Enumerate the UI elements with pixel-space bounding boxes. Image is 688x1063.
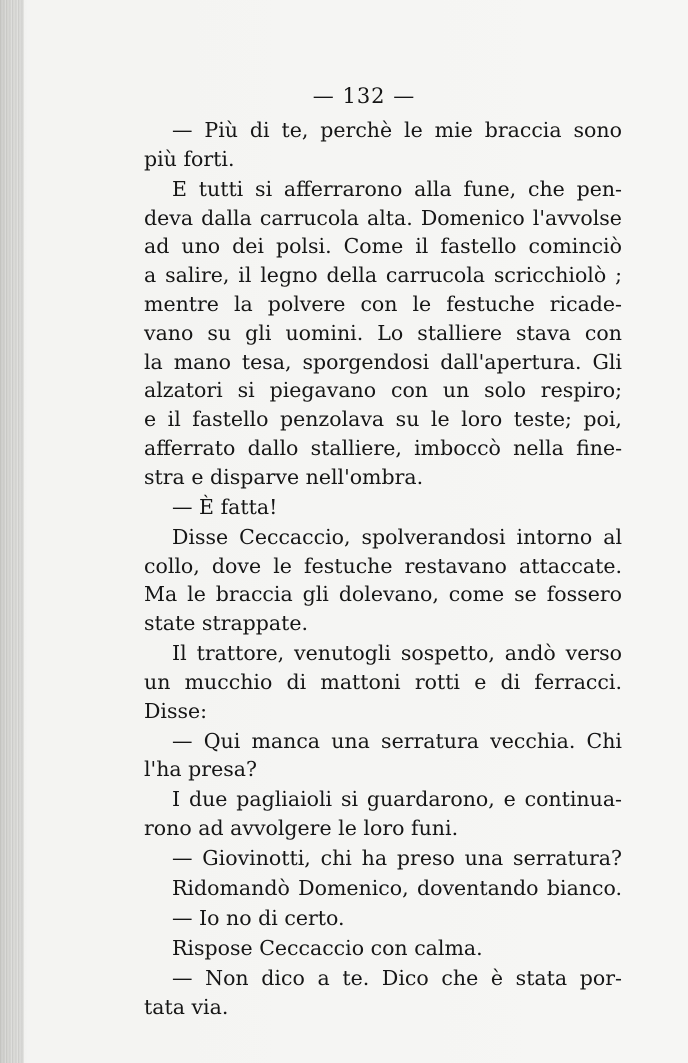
word: spolverandosi [361,524,506,549]
word: legno [260,263,318,288]
word: alzatori [144,378,223,403]
word: no [226,906,252,931]
word: due [188,787,228,812]
word: vecchia. [490,728,576,753]
word: mentre [144,291,219,316]
word: fastello [440,234,517,259]
text-line [144,580,622,609]
word: con [360,291,398,316]
word: che [527,176,565,201]
word: tesa, [241,349,292,374]
word: Più [204,118,238,142]
word: braccia [484,118,562,142]
word: Io [199,906,220,931]
word: attaccate. [519,553,622,578]
word: mattoni [320,669,401,694]
word: presa? [188,757,257,782]
word: il [238,263,252,288]
word: una [464,846,504,871]
word: gli [245,320,272,345]
word: dolevano, [338,582,439,607]
word: che [441,966,479,991]
word: dei [232,234,264,259]
text-line [144,348,622,377]
text-line [144,552,622,581]
word: Chi [586,728,622,753]
word: carrucola [259,205,359,230]
word: le [338,816,357,841]
text-line [144,904,622,933]
word: trattore, [196,641,285,666]
word: Lo [377,320,404,345]
word: festuche [446,291,535,316]
word: loro [461,407,503,432]
text-line [144,727,622,756]
word: Rispose [172,936,253,961]
word: Ma [144,582,178,607]
word: e [191,464,204,489]
text-line [144,405,622,434]
word: di [500,669,521,694]
word: ; [615,263,622,288]
word: state [144,611,196,636]
word: intorno [516,524,593,549]
word: uomini. [285,320,364,345]
word: chi [320,846,352,871]
word: Giovinotti, [202,846,311,871]
page-number: — 132 — [312,84,416,108]
word: le [412,291,432,316]
text-line [144,523,622,552]
word: Disse: [144,698,208,723]
text-line [144,493,622,522]
word: uno [181,234,221,259]
word: le [187,582,206,607]
word: stalliere, [310,435,402,460]
text-line [144,934,622,963]
word: si [255,176,273,201]
word: perchè [320,118,393,142]
word: Ceccaccio, [239,524,351,549]
word: guardarono, [366,787,495,812]
word: verso [565,641,622,666]
text-line [144,993,622,1022]
word: fine- [576,435,622,460]
word: dico [261,966,305,991]
text-line [144,204,622,233]
word: al [603,524,622,549]
word: polvere [267,291,346,316]
word: il [167,407,181,432]
text-line [144,434,622,463]
word: dalla [201,205,252,230]
word: Disse [172,524,229,549]
word: un [144,669,171,694]
text-line [144,116,622,145]
text-line [144,463,622,492]
word: e [144,407,157,432]
word: cominciò [528,234,622,259]
word: l'avvolse [532,205,622,230]
word: certo. [284,906,345,931]
word: venutogli [294,641,391,666]
word: serratura? [513,846,622,871]
word: Non [205,966,249,991]
word: le [430,407,450,432]
word: imboccò [414,435,501,460]
word: la [233,291,253,316]
word: te, [281,118,309,142]
page-binding-edge [0,0,24,1063]
text-line [144,697,622,726]
body-text [144,116,622,1022]
text-line [144,376,622,405]
word: e [503,787,516,812]
text-line [144,319,622,348]
word: con [584,320,622,345]
word: fune, [463,176,517,201]
word: I [172,787,181,812]
word: bianco. [546,876,622,901]
word: te. [342,966,370,991]
word: si [237,378,255,403]
word: mucchio [184,669,273,694]
word: alta. [367,205,413,230]
word: una [331,728,370,753]
word: il [415,234,429,259]
word: — [172,728,193,753]
word: por- [579,966,622,991]
word: continua- [524,787,622,812]
word: stava [516,320,571,345]
word: via. [191,994,229,1019]
word: dall'apertura. [440,349,582,374]
word: a [317,966,330,991]
word: le [404,118,423,142]
word: gli [302,582,329,607]
word: con [370,936,408,961]
word: — [172,494,193,519]
word: l'ha [144,757,182,782]
word: pagliaioli [236,787,333,812]
word: festuche [304,553,393,578]
word: fastello [192,407,269,432]
word: loro [363,816,405,841]
word: deva [144,205,194,230]
word: — [172,846,193,871]
word: della [326,263,378,288]
word: dallo [247,435,299,460]
word: Qui [203,728,241,753]
word: stalliere [417,320,503,345]
word: la [144,349,163,374]
word: si [340,787,359,812]
word: su [395,407,420,432]
word: come [448,582,505,607]
word: mie [434,118,473,142]
text-line [144,785,622,814]
word: penzolava [279,407,385,432]
word: mano [173,349,231,374]
word: andò [504,641,556,666]
text-line [144,668,622,697]
word: rotti [414,669,460,694]
text-line [144,874,622,903]
word: di [249,118,270,142]
word: di [258,906,278,931]
word: respiro; [540,378,622,403]
word: di [286,669,307,694]
word: su [207,320,232,345]
text-line [144,639,622,668]
word: Gli [592,349,622,374]
word: ricade- [549,291,622,316]
word: piegavano [269,378,377,403]
word: polsi. [275,234,332,259]
word: ha [361,846,388,871]
word: E [172,176,187,201]
word: — [172,118,193,142]
word: salire, [165,263,230,288]
word: — [172,906,193,931]
word: fatta! [220,494,278,519]
word: doventando [417,876,539,901]
text-line [144,232,622,261]
word: con [390,378,428,403]
word: afferrato [144,435,236,460]
word: collo, [144,553,200,578]
word: calma. [414,936,483,961]
word: e [474,669,487,694]
word: preso [396,846,455,871]
word: strappate. [201,611,309,636]
word: Domenico, [298,876,409,901]
word: un [442,378,470,403]
word: sporgendosi [302,349,430,374]
text-line [144,609,622,638]
word: più [144,146,177,171]
word: se [514,582,537,607]
word: Domenico [420,205,525,230]
word: serratura [381,728,479,753]
word: È [199,494,215,519]
word: disparve [210,464,300,489]
word: le [273,553,292,578]
word: carrucola [385,263,486,288]
word: Ridomandò [172,876,290,901]
text-line [144,145,622,174]
word: ad [144,234,170,259]
text-line [144,755,622,784]
word: restavano [404,553,507,578]
word: manca [251,728,321,753]
word: funi. [411,816,459,841]
word: dove [211,553,262,578]
word: teste; [513,407,572,432]
word: sono [573,118,622,142]
word: tutti [198,176,244,201]
text-line [144,844,622,873]
word: afferrarono [283,176,403,201]
text-line [144,814,622,843]
word: sospetto, [400,641,495,666]
word: Il [172,641,187,666]
text-line [144,175,622,204]
word: braccia [215,582,293,607]
word: Dico [381,966,429,991]
word: pen- [576,176,622,201]
word: — [172,966,193,991]
word: stata [515,966,568,991]
word: vano [144,320,194,345]
word: avvolgere [230,816,332,841]
word: alla [414,176,452,201]
word: è [490,966,504,991]
word: scricchiolò [493,263,607,288]
word: nella [513,435,564,460]
text-line [144,964,622,993]
word: ferracci. [534,669,622,694]
word: ad [198,816,224,841]
text-line [144,261,622,290]
word: poi, [583,407,622,432]
word: Come [343,234,404,259]
word: Ceccaccio [259,936,365,961]
word: a [144,263,157,288]
word: tata [144,994,185,1019]
word: solo [484,378,526,403]
word: forti. [183,146,235,171]
text-line [144,290,622,319]
word: stra [144,464,185,489]
word: nell'ombra. [305,464,424,489]
word: rono [144,816,192,841]
word: fossero [546,582,622,607]
